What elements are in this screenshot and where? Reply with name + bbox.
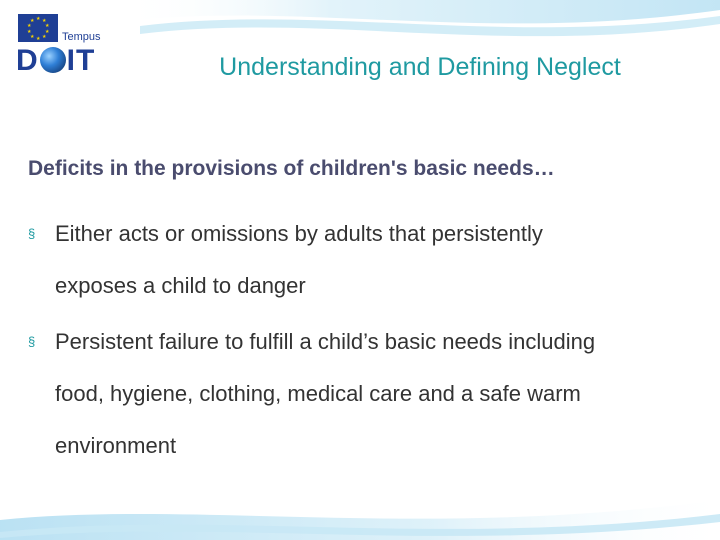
bullet-text-line: Persistent failure to fulfill a child’s basic needs including — [55, 329, 596, 354]
bullet-item — [28, 208, 708, 312]
bullet-text-line: food, hygiene, clothing, medical care and a safe warm — [55, 381, 581, 406]
bullet-text-line: environment — [55, 433, 177, 458]
doit-letters-it: IT — [66, 44, 96, 77]
tempus-label: Tempus — [62, 31, 101, 43]
bullet-text-line: Either acts or omissions by adults that persistently — [55, 221, 543, 246]
slide-title: Understanding and Defining Neglect — [219, 53, 621, 81]
lead-statement: Deficits in the provisions of children's basic needs… — [28, 157, 555, 180]
eu-flag-icon: ★ ★ ★ ★ ★ ★ ★ ★ ★ ★ — [18, 14, 58, 42]
globe-icon — [40, 47, 66, 73]
bullet-text-line: exposes a child to danger — [55, 273, 306, 298]
doit-letter-d: D — [16, 44, 39, 77]
bullet-marker-icon: § — [28, 334, 36, 349]
bottom-wave-decoration — [0, 470, 720, 540]
bullet-list — [28, 208, 708, 476]
doit-wordmark — [16, 44, 95, 78]
tempus-doit-logo — [14, 12, 124, 78]
bullet-item — [28, 316, 708, 472]
bullet-marker-icon: § — [28, 226, 36, 241]
